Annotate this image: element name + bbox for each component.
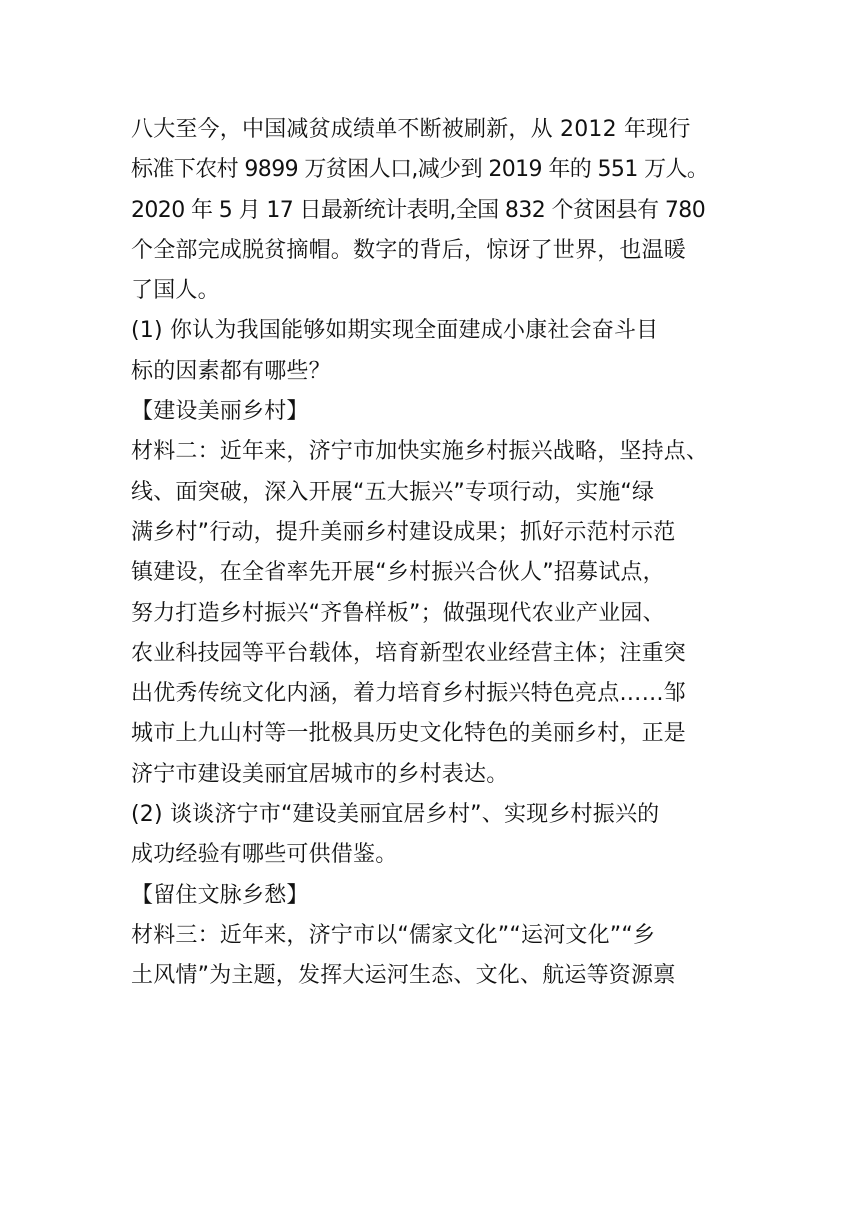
text-line: 镇建设，在全省率先开展“乡村振兴合伙人”招募试点， [131,560,665,586]
material-2-start: 材料二：近年来，济宁市加快实施乡村振兴战略，坚持点、 [131,439,709,465]
text-line: 济宁市建设美丽宜居城市的乡村表达。 [131,761,509,787]
text-line: 努力打造乡村振兴“齐鲁样板”；做强现代农业产业园、 [131,600,665,626]
text-line: 线、面突破，深入开展“五大振兴”专项行动，实施“绿 [131,479,655,505]
text-line: 2020 年 5 月 17 日最新统计表明,全国 832 个贫困县有 780 [131,197,706,223]
section-heading: 【建设美丽乡村】 [131,399,309,425]
text-line: 满乡村”行动，提升美丽乡村建设成果；抓好示范村示范 [131,519,676,545]
text-line: 出优秀传统文化内涵，着力培育乡村振兴特色亮点……邹 [131,681,687,707]
text-line: 了国人。 [131,278,220,304]
question-1: (1) 你认为我国能够如期实现全面建成小康社会奋斗目 [131,318,659,344]
text-line: 八大至今，中国减贫成绩单不断被刷新，从 2012 年现行 [131,117,691,142]
section-heading: 【留住文脉乡愁】 [131,882,309,908]
text-line: 标准下农村 9899 万贫困人口,减少到 2019 年的 551 万人。 [131,157,709,183]
material-3-start: 材料三：近年来，济宁市以“儒家文化”“运河文化”“乡 [131,922,656,948]
text-line: 成功经验有哪些可供借鉴。 [131,842,398,868]
text-line: 土风情”为主题，发挥大运河生态、文化、航运等资源禀 [131,963,676,989]
question-2: (2) 谈谈济宁市“建设美丽宜居乡村”、实现乡村振兴的 [131,802,660,828]
text-line: 个全部完成脱贫摘帽。数字的背后，惊讶了世界，也温暖 [131,237,687,263]
document-body [131,110,731,997]
text-line: 农业科技园等平台载体，培育新型农业经营主体；注重突 [131,640,687,666]
text-line: 城市上九山村等一批极具历史文化特色的美丽乡村，正是 [131,721,687,747]
text-line: 标的因素都有哪些？ [131,358,331,384]
